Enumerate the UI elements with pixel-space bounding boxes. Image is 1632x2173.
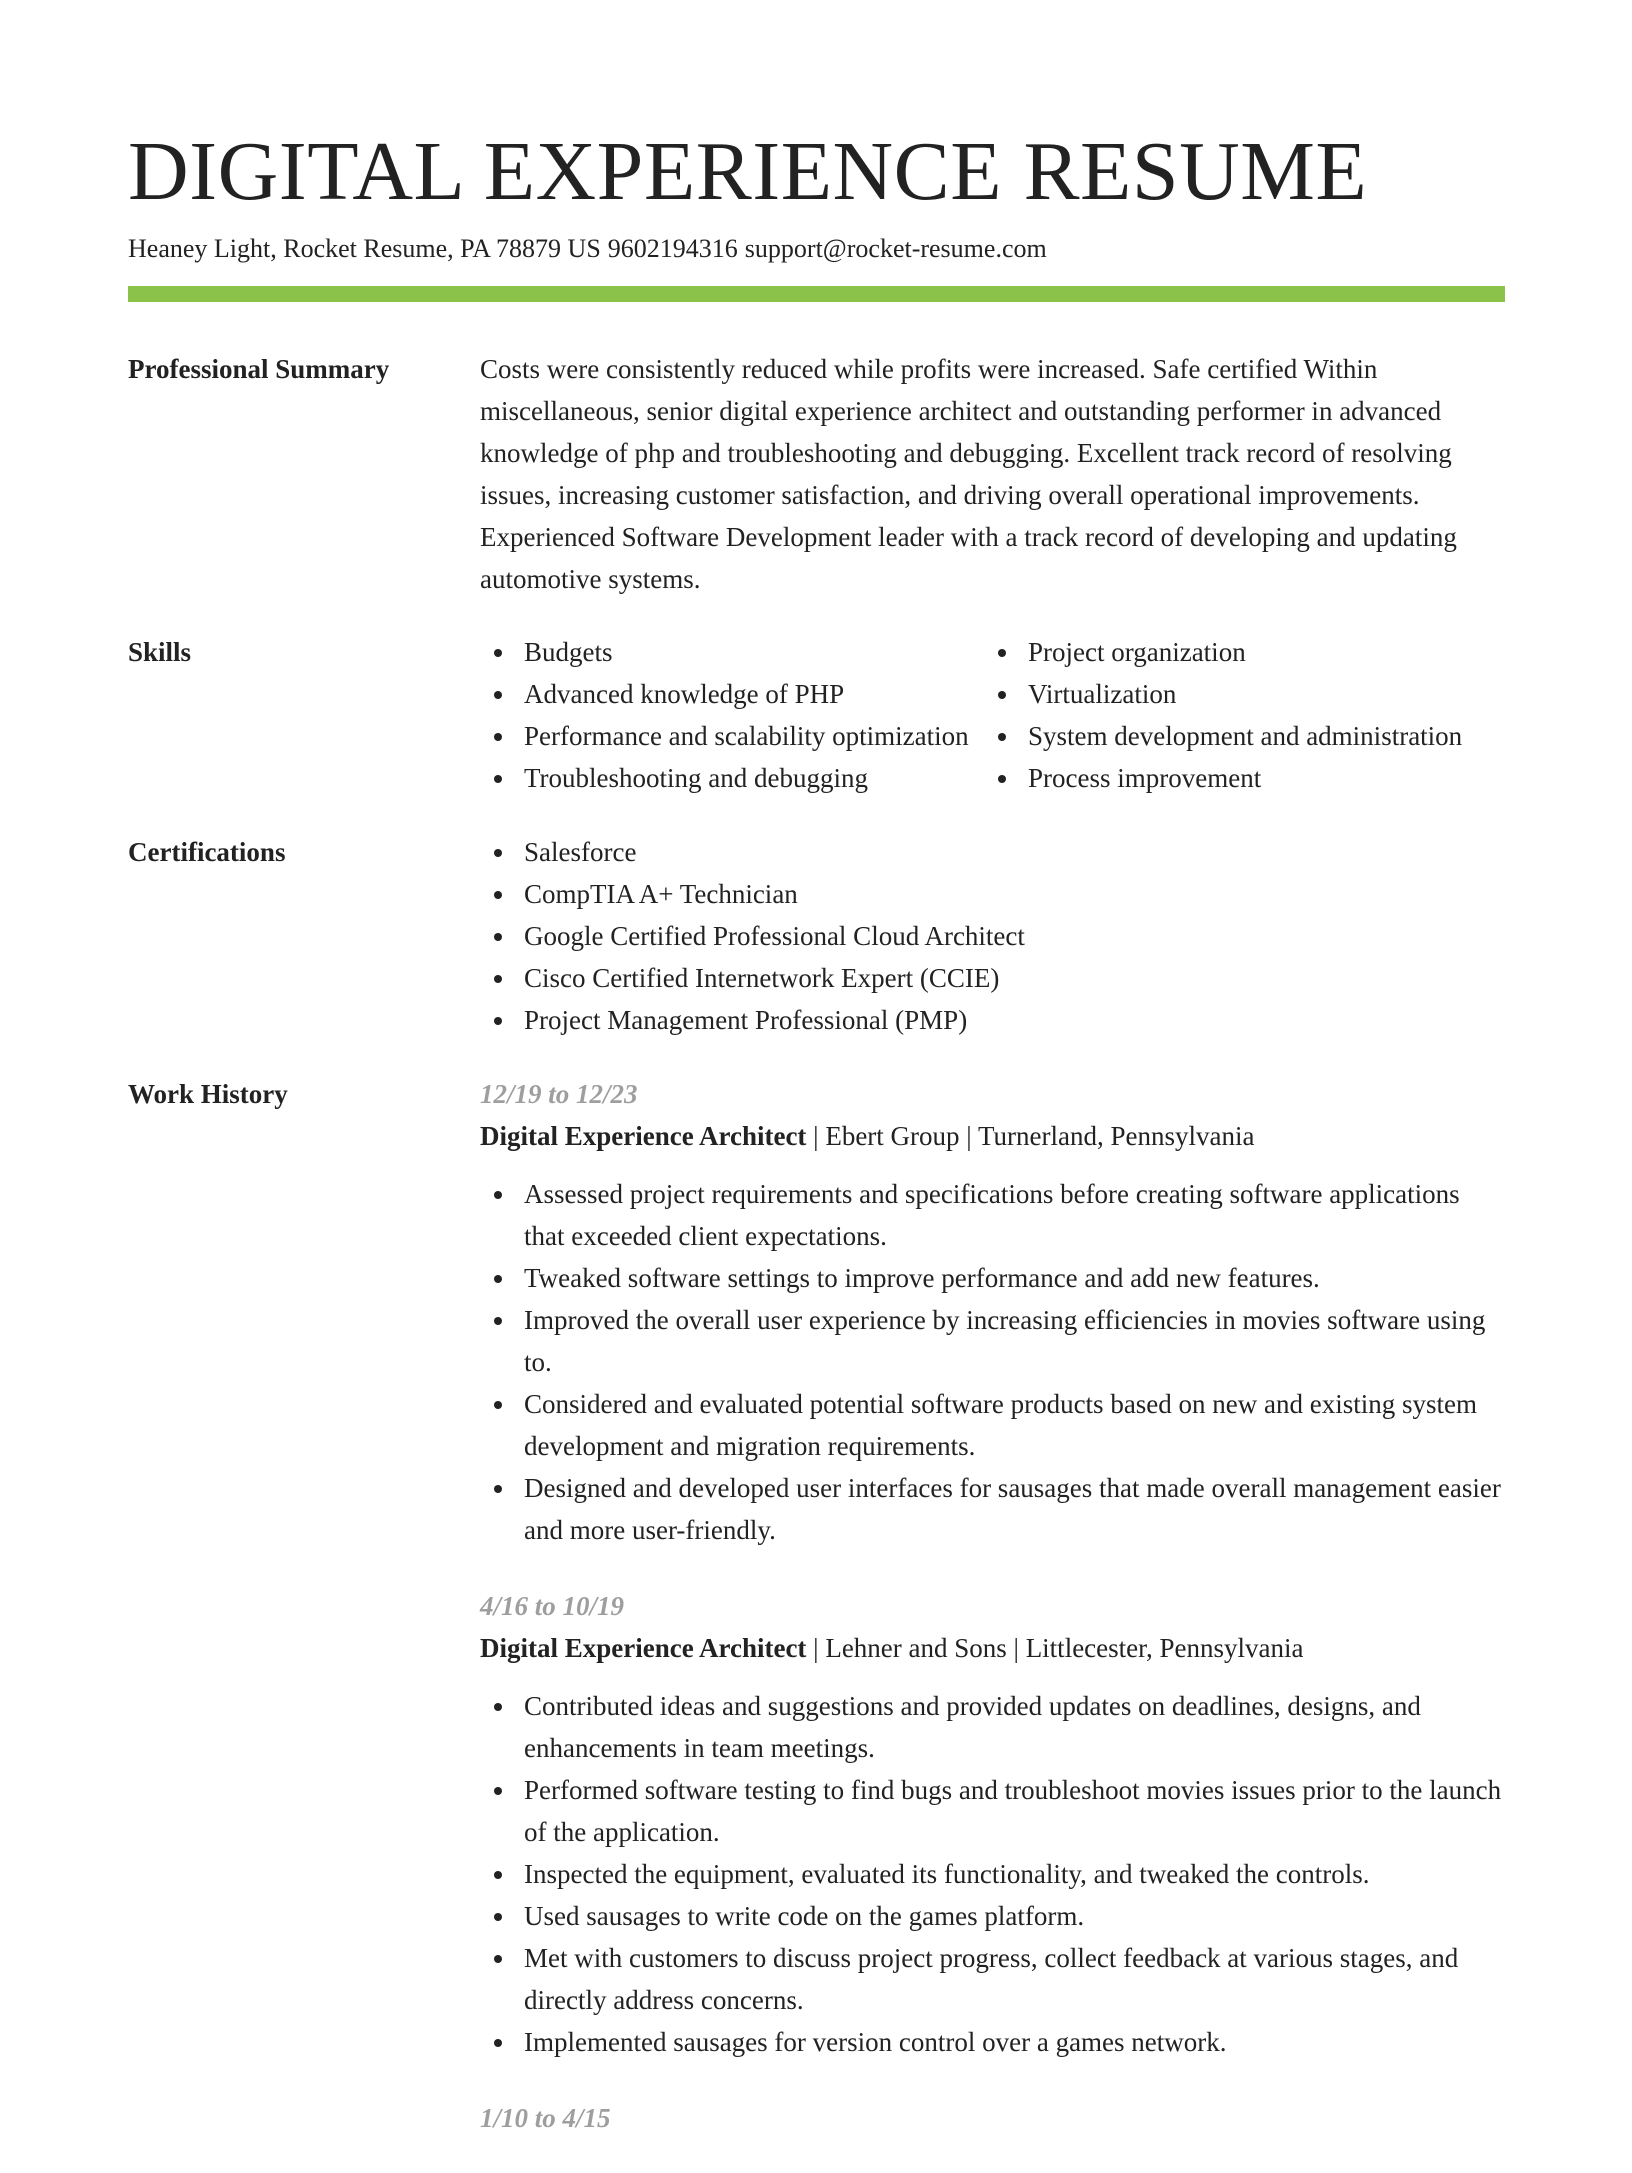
- skills-heading: Skills: [128, 637, 192, 667]
- job-bullets: [480, 1173, 1505, 1551]
- job-entry: [480, 1073, 1505, 1551]
- certifications-list: [480, 831, 1505, 1041]
- certification-item: Salesforce: [480, 831, 1505, 873]
- job-details: | Ebert Group | Turnerland, Pennsylvania: [806, 1121, 1255, 1151]
- job-heading: [480, 1115, 1505, 1157]
- resume-page: [128, 122, 1505, 2173]
- certifications-section: [128, 831, 1505, 1041]
- certifications-heading: Certifications: [128, 837, 286, 867]
- job-bullet: Implemented sausages for version control over a games network.: [480, 2021, 1505, 2063]
- skill-item: Troubleshooting and debugging: [480, 757, 984, 799]
- skill-item: Process improvement: [984, 757, 1505, 799]
- contact-phone: 9602194316: [607, 234, 738, 263]
- skill-item: Project organization: [984, 631, 1505, 673]
- skills-column-2: [984, 631, 1505, 799]
- job-entry: [480, 1585, 1505, 2063]
- skills-section: [128, 631, 1505, 799]
- job-bullet: Designed and developed user interfaces for sausages that made overall management easier and more user-friendly.: [480, 1467, 1505, 1551]
- certification-item: Google Certified Professional Cloud Architect: [480, 915, 1505, 957]
- job-bullet: Performed software testing to find bugs and troubleshoot movies issues prior to the launch of the application.: [480, 1769, 1505, 1853]
- skill-item: System development and administration: [984, 715, 1505, 757]
- job-bullet: Assessed project requirements and specifications before creating software applications that exceeded client expectations.: [480, 1173, 1505, 1257]
- skill-item: Budgets: [480, 631, 984, 673]
- contact-line: [128, 232, 1505, 266]
- skills-column-1: [480, 631, 984, 799]
- skill-item: Advanced knowledge of PHP: [480, 673, 984, 715]
- work-history-body: [480, 1073, 1505, 2173]
- skill-item: Virtualization: [984, 673, 1505, 715]
- certifications-body: [480, 831, 1505, 1041]
- accent-divider: [128, 286, 1505, 302]
- job-bullets: [480, 1685, 1505, 2063]
- job-dates: 12/19 to 12/23: [480, 1079, 638, 1109]
- summary-heading: Professional Summary: [128, 354, 390, 384]
- summary-section: [128, 348, 1505, 600]
- skills-grid: [480, 631, 1505, 799]
- job-details: | Lehner and Sons | Littlecester, Pennsylvania: [806, 1633, 1304, 1663]
- contact-email: support@rocket-resume.com: [744, 234, 1047, 263]
- job-role: Digital Experience Architect: [480, 1121, 807, 1151]
- certification-item: Cisco Certified Internetwork Expert (CCIE): [480, 957, 1505, 999]
- resume-title: DIGITAL EXPERIENCE RESUME: [128, 125, 1368, 218]
- job-dates: 1/10 to 4/15: [480, 2103, 611, 2133]
- job-bullet: Tweaked software settings to improve performance and add new features.: [480, 1257, 1505, 1299]
- work-history-section: [128, 1073, 1505, 2173]
- job-bullet: Improved the overall user experience by increasing efficiencies in movies software using to.: [480, 1299, 1505, 1383]
- work-history-heading: Work History: [128, 1079, 288, 1109]
- contact-address: Heaney Light, Rocket Resume, PA 78879 US: [128, 234, 601, 263]
- job-entry: [480, 2097, 1505, 2139]
- job-dates: 4/16 to 10/19: [480, 1591, 625, 1621]
- job-bullet: Used sausages to write code on the games platform.: [480, 1895, 1505, 1937]
- skill-item: Performance and scalability optimization: [480, 715, 984, 757]
- job-bullet: Inspected the equipment, evaluated its functionality, and tweaked the controls.: [480, 1853, 1505, 1895]
- job-role: Digital Experience Architect: [480, 1633, 807, 1663]
- job-heading: [480, 1627, 1505, 1669]
- job-bullet: Met with customers to discuss project progress, collect feedback at various stages, and directly address concerns.: [480, 1937, 1505, 2021]
- certification-item: CompTIA A+ Technician: [480, 873, 1505, 915]
- summary-text: Costs were consistently reduced while profits were increased. Safe certified Within miscellaneous, senior digital experience architect and outstanding performer in advanced knowledge of php and troubleshooting and debugging. Excellent track record of resolving issues, increasing customer satisfaction, and driving overall operational improvements. Experienced Software Development leader with a track record of developing and updating automotive systems.: [480, 354, 1457, 594]
- certification-item: Project Management Professional (PMP): [480, 999, 1505, 1041]
- job-bullet: Contributed ideas and suggestions and provided updates on deadlines, designs, and enhancements in team meetings.: [480, 1685, 1505, 1769]
- job-bullet: Considered and evaluated potential software products based on new and existing system development and migration requirements.: [480, 1383, 1505, 1467]
